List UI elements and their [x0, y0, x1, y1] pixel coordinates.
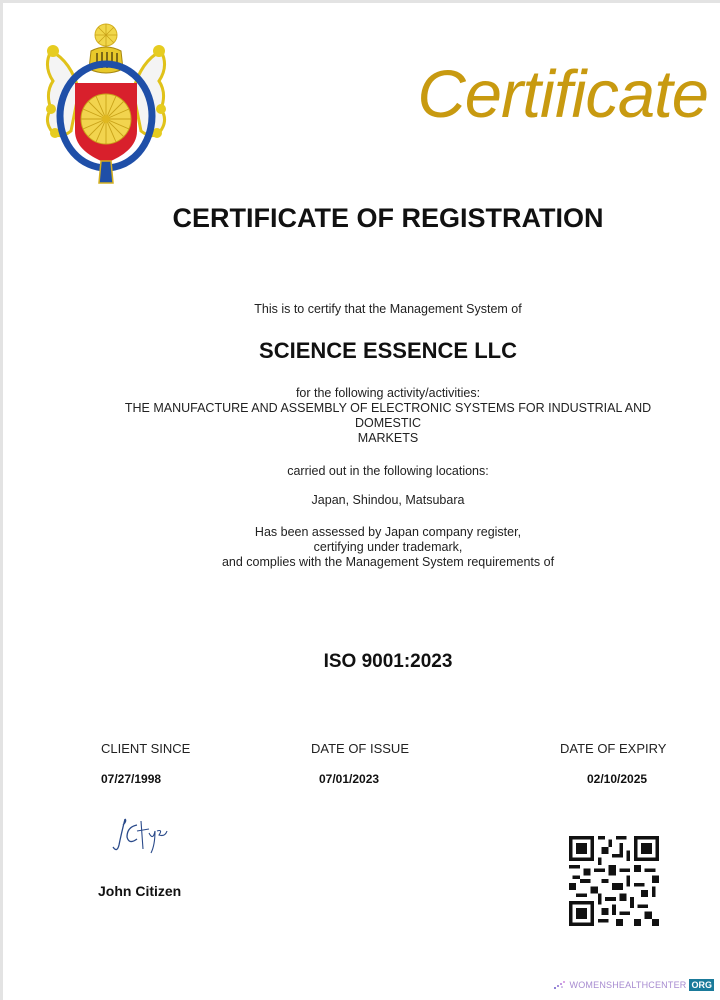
certificate-script-title: Certificate	[417, 57, 708, 132]
activity-line-1: THE MANUFACTURE AND ASSEMBLY OF ELECTRONIC SYSTEMS FOR INDUSTRIAL AND	[124, 401, 652, 415]
date-of-issue-value: 07/01/2023	[319, 772, 380, 786]
assessment-line-2: certifying under trademark,	[313, 540, 463, 554]
activity-intro: for the following activity/activities:	[295, 386, 481, 400]
signer-name: John Citizen	[98, 883, 182, 899]
company-name: SCIENCE ESSENCE LLC	[259, 338, 517, 363]
locations: Japan, Shindou, Matsubara	[311, 493, 465, 507]
client-since-value: 07/27/1998	[101, 772, 162, 786]
qr-code-icon[interactable]	[569, 836, 659, 926]
iso-standard: ISO 9001:2023	[323, 651, 453, 672]
assessment-line-3: and complies with the Management System requirements of	[221, 555, 555, 569]
locations-intro: carried out in the following locations:	[287, 464, 489, 478]
date-of-expiry-value: 02/10/2025	[587, 772, 648, 786]
date-of-expiry-label: DATE OF EXPIRY	[560, 741, 667, 756]
assessment-line-1: Has been assessed by Japan company register,	[254, 525, 522, 539]
activity-line-3: MARKETS	[357, 431, 419, 445]
dots-logo-icon	[553, 980, 567, 990]
date-of-issue-label: DATE OF ISSUE	[311, 741, 409, 756]
signature-icon	[111, 815, 171, 855]
watermark	[553, 979, 714, 991]
intro-text: This is to certify that the Management System of	[254, 302, 522, 316]
watermark-text: WOMENSHEALTHCENTER	[569, 980, 687, 990]
watermark-badge: ORG	[691, 980, 712, 990]
client-since-label: CLIENT SINCE	[101, 741, 191, 756]
activity-line-2: DOMESTIC	[355, 416, 421, 430]
page-title: CERTIFICATE OF REGISTRATION	[172, 203, 604, 233]
coat-of-arms-crest-icon	[41, 21, 171, 186]
